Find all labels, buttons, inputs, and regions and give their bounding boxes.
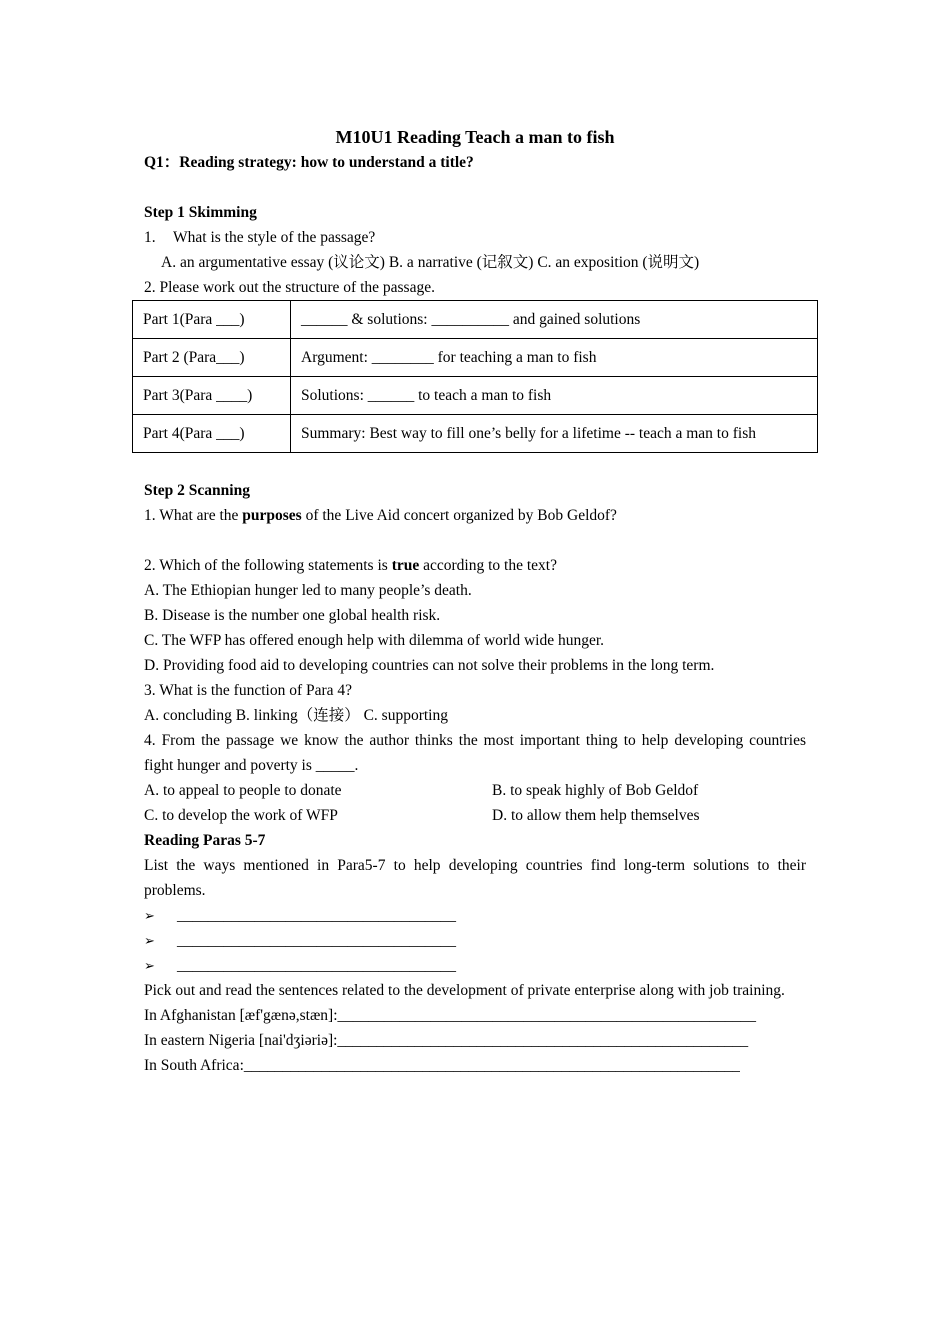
table-cell-content[interactable]: Summary: Best way to fill one’s belly for a lifetime -- teach a man to fish bbox=[291, 415, 818, 453]
step2-question-2-post: according to the text? bbox=[419, 557, 557, 574]
answer-blank[interactable]: ____________________________________ bbox=[177, 907, 456, 924]
reading-instruction: List the ways mentioned in Para5-7 to help developing countries find long-term solutions to their problems. bbox=[144, 857, 806, 899]
table-cell-content[interactable]: Argument: ________ for teaching a man to fish bbox=[291, 339, 818, 377]
south-africa-answer-line[interactable]: In South Africa:________________________________________________________________ bbox=[144, 1057, 740, 1074]
step2-question-2-option-c: C. The WFP has offered enough help with dilemma of world wide hunger. bbox=[144, 632, 605, 649]
step2-question-2-keyword: true bbox=[391, 557, 420, 574]
page-title: M10U1 Reading Teach a man to fish bbox=[335, 127, 615, 147]
table-row bbox=[133, 339, 818, 377]
step1-question-1-number: 1. bbox=[144, 229, 156, 246]
step1-heading: Step 1 Skimming bbox=[144, 204, 257, 221]
arrow-bullet-icon: ➢ bbox=[144, 933, 155, 948]
list-item bbox=[144, 953, 806, 978]
worksheet-content bbox=[144, 124, 806, 1078]
nigeria-answer-line[interactable]: In eastern Nigeria [nai'dʒiəriə]:_____________________________________________________ bbox=[144, 1032, 749, 1049]
pick-out-instruction: Pick out and read the sentences related to the development of private enterprise along with job training. bbox=[144, 982, 785, 999]
structure-table bbox=[132, 300, 818, 453]
step1-question-1-options: A. an argumentative essay (议论文) B. a narrative (记叙文) C. an exposition (说明文) bbox=[161, 254, 700, 271]
arrow-bullet-icon: ➢ bbox=[144, 958, 155, 973]
step1-question-1 bbox=[144, 225, 806, 250]
answer-blank[interactable]: ____________________________________ bbox=[177, 957, 456, 974]
reading-heading: Reading Paras 5-7 bbox=[144, 832, 266, 849]
step2-question-2-pre: 2. Which of the following statements is bbox=[144, 557, 392, 574]
step2-question-1-pre: 1. What are the bbox=[144, 507, 243, 524]
step2-question-4: 4. From the passage we know the author thinks the most important thing to help developing countries fight hunger and poverty is _____. bbox=[144, 732, 806, 774]
list-item bbox=[144, 928, 806, 953]
table-row bbox=[133, 415, 818, 453]
list-item bbox=[144, 903, 806, 928]
step2-heading: Step 2 Scanning bbox=[144, 482, 250, 499]
question-1-heading: Q1：Reading strategy: how to understand a title? bbox=[144, 154, 474, 171]
afghanistan-answer-line[interactable]: In Afghanistan [æf'gænə,stæn]:______________________________________________________ bbox=[144, 1007, 757, 1024]
step2-question-1-post: of the Live Aid concert organized by Bob Geldof? bbox=[301, 507, 617, 524]
table-cell-part[interactable]: Part 2 (Para___) bbox=[133, 339, 291, 377]
step2-question-4-options-row-1 bbox=[144, 778, 806, 803]
table-cell-content[interactable]: ______ & solutions: __________ and gained solutions bbox=[291, 301, 818, 339]
answer-blank[interactable]: ____________________________________ bbox=[177, 932, 456, 949]
table-cell-part[interactable]: Part 1(Para ___) bbox=[133, 301, 291, 339]
table-row bbox=[133, 377, 818, 415]
table-row bbox=[133, 301, 818, 339]
step2-question-4-options-row-2 bbox=[144, 803, 806, 828]
table-cell-content[interactable]: Solutions: ______ to teach a man to fish bbox=[291, 377, 818, 415]
step2-question-4-option-a: A. to appeal to people to donate bbox=[144, 782, 342, 799]
step2-question-2 bbox=[144, 553, 806, 578]
step2-question-3-options: A. concluding B. linking（连接） C. supporting bbox=[144, 707, 448, 724]
step2-question-1-keyword: purposes bbox=[242, 507, 302, 524]
step2-question-4-option-d: D. to allow them help themselves bbox=[492, 807, 700, 824]
step2-question-2-option-a: A. The Ethiopian hunger led to many people’s death. bbox=[144, 582, 472, 599]
step2-question-2-option-d: D. Providing food aid to developing countries can not solve their problems in the long term. bbox=[144, 657, 715, 674]
step2-question-4-option-b: B. to speak highly of Bob Geldof bbox=[492, 782, 699, 799]
arrow-bullet-icon: ➢ bbox=[144, 908, 155, 923]
table-cell-part[interactable]: Part 3(Para ____) bbox=[133, 377, 291, 415]
step1-question-2: 2. Please work out the structure of the passage. bbox=[144, 279, 435, 296]
step2-question-3: 3. What is the function of Para 4? bbox=[144, 682, 353, 699]
table-cell-part[interactable]: Part 4(Para ___) bbox=[133, 415, 291, 453]
step2-question-1 bbox=[144, 503, 806, 528]
step2-question-2-option-b: B. Disease is the number one global health risk. bbox=[144, 607, 441, 624]
step2-question-4-option-c: C. to develop the work of WFP bbox=[144, 807, 338, 824]
step1-question-1-text: What is the style of the passage? bbox=[173, 229, 376, 246]
